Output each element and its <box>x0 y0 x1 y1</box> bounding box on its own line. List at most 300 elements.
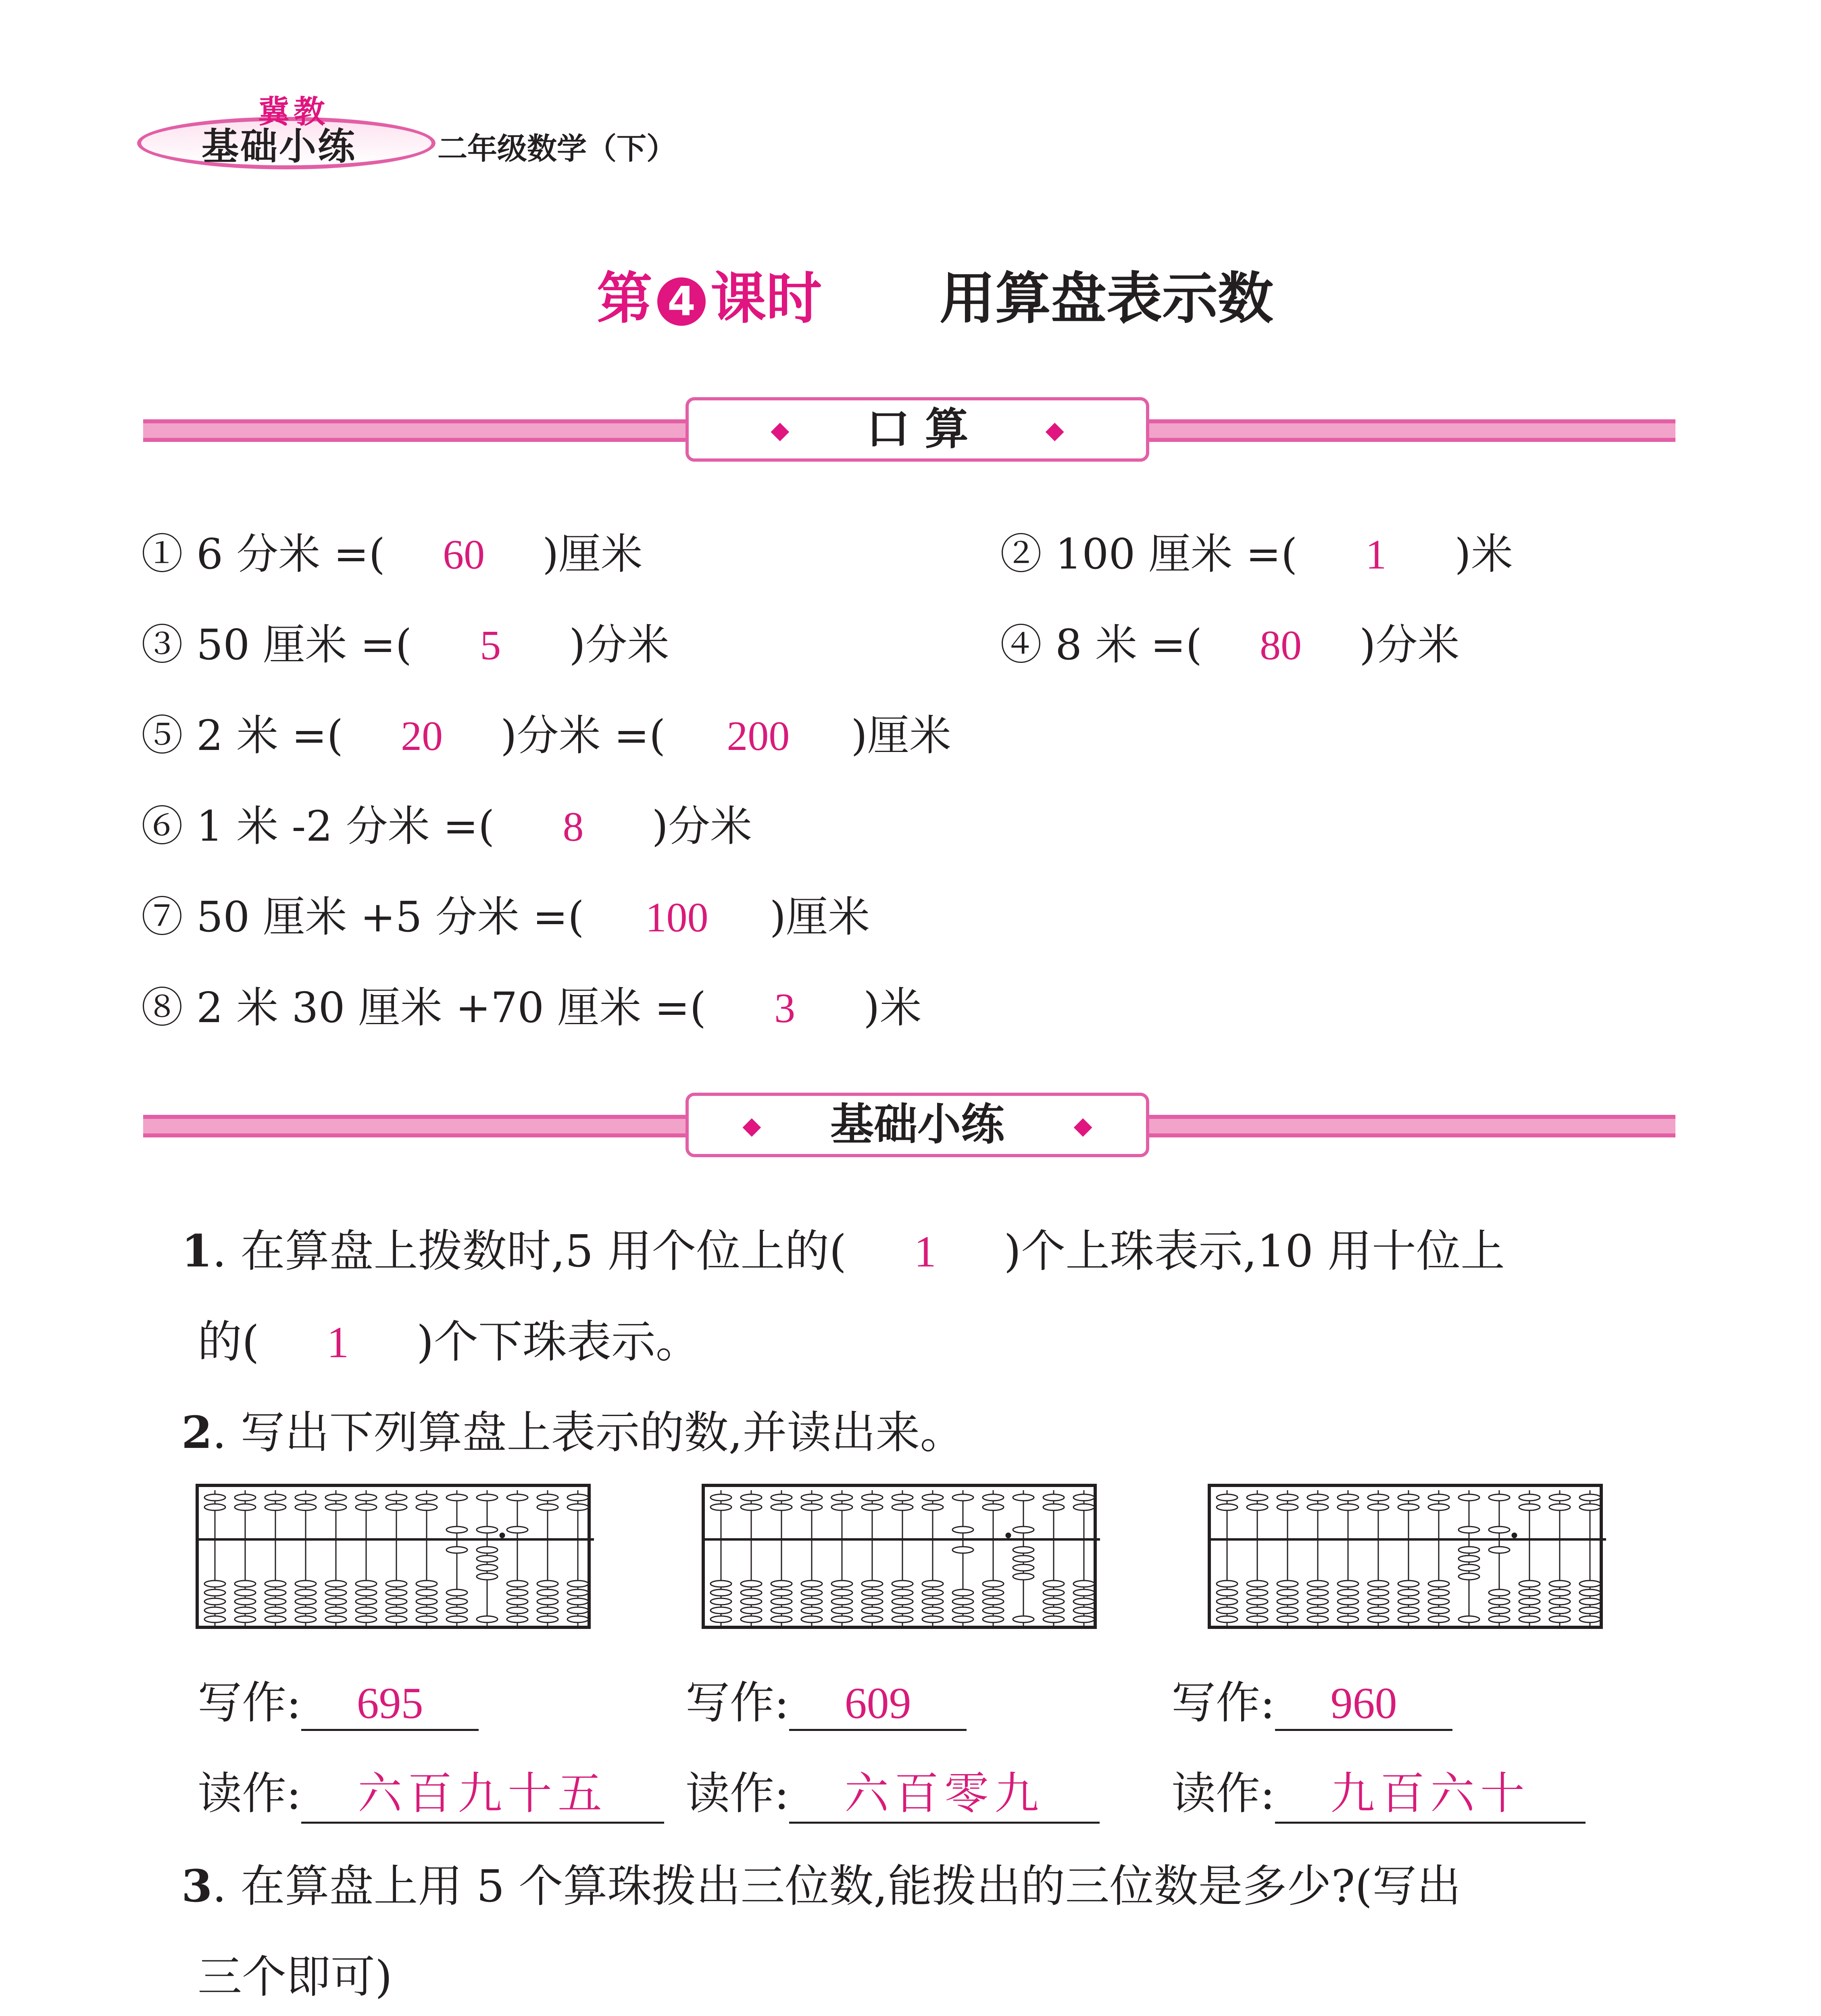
abacus-upper-bead <box>416 1504 437 1510</box>
abacus-3-read: 读作: 九百六十 <box>1171 1758 1586 1824</box>
abacus-2 <box>702 1484 1097 1629</box>
abacus-lower-bead <box>446 1547 467 1553</box>
abacus-lower-bead <box>1073 1589 1094 1596</box>
abacus-lower-bead <box>922 1607 943 1614</box>
abacus-lower-bead <box>1338 1581 1358 1587</box>
abacus-lower-bead <box>1368 1616 1389 1622</box>
abacus-lower-bead <box>507 1616 528 1622</box>
abacus-lower-bead <box>952 1607 973 1614</box>
abacus-upper-bead <box>741 1504 762 1510</box>
abacus-lower-bead <box>1217 1607 1238 1614</box>
abacus-lower-bead <box>892 1581 913 1587</box>
abacus-upper-bead <box>1368 1494 1389 1501</box>
abacus-lower-bead <box>710 1607 731 1614</box>
abacus-lower-bead <box>265 1616 286 1622</box>
abacus-lower-bead <box>831 1589 852 1596</box>
abacus-lower-bead <box>1073 1598 1094 1605</box>
abacus-upper-bead <box>1368 1504 1389 1510</box>
abacus-lower-bead <box>1277 1581 1298 1587</box>
abacus-lower-bead <box>983 1607 1004 1614</box>
abacus-lower-bead <box>1398 1581 1419 1587</box>
abacus-upper-bead <box>1428 1504 1449 1510</box>
abacus-lower-bead <box>265 1598 286 1605</box>
abacus-lower-bead <box>567 1581 588 1587</box>
abacus-upper-bead <box>1277 1504 1298 1510</box>
header-publisher: 冀教 <box>258 94 329 130</box>
abacus-lower-bead <box>325 1598 346 1605</box>
abacus-upper-bead <box>325 1494 346 1501</box>
abacus-lower-bead <box>892 1589 913 1596</box>
abacus-lower-bead <box>801 1589 822 1596</box>
abacus-lower-bead <box>477 1547 498 1553</box>
abacus-upper-bead <box>771 1494 792 1501</box>
abacus-lower-bead <box>1013 1564 1034 1571</box>
abacus-upper-bead <box>1013 1494 1034 1501</box>
abacus-upper-bead <box>204 1504 225 1510</box>
abacus-lower-bead <box>1368 1607 1389 1614</box>
abacus-1-read: 读作: 六百九十五 <box>198 1758 664 1824</box>
abacus-upper-bead <box>922 1494 943 1501</box>
abacus-upper-bead <box>416 1494 437 1501</box>
abacus-upper-bead <box>831 1494 852 1501</box>
abacus-lower-bead <box>507 1598 528 1605</box>
abacus-upper-bead <box>537 1494 558 1501</box>
abacus-lower-bead <box>1043 1616 1064 1622</box>
abacus-lower-bead <box>801 1581 822 1587</box>
abacus-lower-bead <box>1519 1616 1540 1622</box>
abacus-lower-bead <box>1579 1581 1600 1587</box>
abacus-lower-bead <box>1307 1598 1328 1605</box>
abacus-lower-bead <box>1247 1598 1268 1605</box>
abacus-upper-bead <box>1217 1504 1238 1510</box>
abacus-lower-bead <box>862 1607 883 1614</box>
abacus-lower-bead <box>356 1581 377 1587</box>
abacus-lower-bead <box>235 1598 256 1605</box>
abacus-upper-bead <box>235 1504 256 1510</box>
abacus-lower-bead <box>1549 1616 1570 1622</box>
abacus-lower-bead <box>446 1589 467 1596</box>
abacus-lower-bead <box>741 1616 762 1622</box>
abacus-upper-bead <box>862 1494 883 1501</box>
abacus-upper-bead <box>1307 1504 1328 1510</box>
abacus-lower-bead <box>1519 1598 1540 1605</box>
abacus-upper-bead <box>952 1527 973 1533</box>
abacus-lower-bead <box>741 1581 762 1587</box>
diamond-icon: ◆ <box>1045 416 1064 444</box>
abacus-upper-bead <box>1549 1494 1570 1501</box>
abacus-lower-bead <box>477 1573 498 1580</box>
abacus-lower-bead <box>1579 1589 1600 1596</box>
abacus-lower-bead <box>295 1598 316 1605</box>
abacus-lower-bead <box>204 1589 225 1596</box>
abacus-lower-bead <box>1398 1589 1419 1596</box>
abacus-lower-bead <box>446 1607 467 1614</box>
abacus-lower-bead <box>1489 1616 1510 1622</box>
abacus-lower-bead <box>983 1598 1004 1605</box>
header-grade: 二年级数学（下） <box>438 131 676 166</box>
abacus-lower-bead <box>1428 1598 1449 1605</box>
abacus-upper-bead <box>1489 1494 1510 1501</box>
abacus-lower-bead <box>567 1598 588 1605</box>
abacus-lower-bead <box>831 1607 852 1614</box>
abacus-lower-bead <box>892 1598 913 1605</box>
abacus-lower-bead <box>1549 1581 1570 1587</box>
abacus-lower-bead <box>741 1598 762 1605</box>
oral-item-2: ② 100 厘米 =( 1 )米 <box>1000 529 1513 579</box>
abacus-lower-bead <box>1013 1556 1034 1562</box>
section-heading-basic: ◆ 基础小练 ◆ <box>685 1093 1149 1157</box>
abacus-lower-bead <box>386 1581 407 1587</box>
abacus-lower-bead <box>537 1598 558 1605</box>
abacus-lower-bead <box>235 1581 256 1587</box>
abacus-lower-bead <box>235 1616 256 1622</box>
abacus-lower-bead <box>1338 1589 1358 1596</box>
abacus-lower-bead <box>1458 1616 1479 1622</box>
abacus-lower-bead <box>204 1616 225 1622</box>
question-3-line-2: 三个即可) <box>198 1951 392 2003</box>
abacus-lower-bead <box>952 1616 973 1622</box>
diamond-icon: ◆ <box>1073 1112 1092 1140</box>
oral-item-7: ⑦ 50 厘米 +5 分米 =( 100 )厘米 <box>141 892 870 941</box>
abacus-1-written: 写作: 695 <box>198 1667 479 1731</box>
abacus-upper-bead <box>477 1527 498 1533</box>
abacus-1 <box>196 1484 591 1629</box>
abacus-lower-bead <box>325 1589 346 1596</box>
abacus-lower-bead <box>356 1607 377 1614</box>
abacus-upper-bead <box>325 1504 346 1510</box>
abacus-upper-bead <box>952 1494 973 1501</box>
abacus-lower-bead <box>1428 1607 1449 1614</box>
abacus-upper-bead <box>801 1494 822 1501</box>
abacus-lower-bead <box>507 1581 528 1587</box>
abacus-upper-bead <box>741 1494 762 1501</box>
question-2-text: 2. 写出下列算盘上表示的数,并读出来。 <box>181 1406 965 1458</box>
abacus-unit-dot <box>500 1533 505 1538</box>
abacus-lower-bead <box>1368 1589 1389 1596</box>
abacus-lower-bead <box>507 1589 528 1596</box>
abacus-lower-bead <box>771 1581 792 1587</box>
abacus-lower-bead <box>1458 1556 1479 1562</box>
abacus-lower-bead <box>1217 1598 1238 1605</box>
abacus-lower-bead <box>1519 1589 1540 1596</box>
oral-item-6: ⑥ 1 米 -2 分米 =( 8 )分米 <box>141 802 752 851</box>
abacus-lower-bead <box>356 1589 377 1596</box>
abacus-lower-bead <box>1277 1616 1298 1622</box>
abacus-upper-bead <box>1073 1504 1094 1510</box>
abacus-lower-bead <box>741 1607 762 1614</box>
abacus-upper-bead <box>1579 1494 1600 1501</box>
abacus-upper-bead <box>1338 1494 1358 1501</box>
abacus-upper-bead <box>1428 1494 1449 1501</box>
abacus-upper-bead <box>537 1504 558 1510</box>
abacus-lower-bead <box>477 1616 498 1622</box>
abacus-lower-bead <box>1277 1589 1298 1596</box>
abacus-lower-bead <box>1458 1573 1479 1580</box>
abacus-lower-bead <box>204 1581 225 1587</box>
abacus-lower-bead <box>922 1581 943 1587</box>
abacus-upper-bead <box>1277 1494 1298 1501</box>
abacus-upper-bead <box>862 1504 883 1510</box>
diamond-icon: ◆ <box>742 1112 761 1140</box>
abacus-upper-bead <box>1217 1494 1238 1501</box>
abacus-lower-bead <box>801 1616 822 1622</box>
abacus-unit-dot <box>1512 1533 1517 1538</box>
abacus-lower-bead <box>1307 1581 1328 1587</box>
oral-item-8: ⑧ 2 米 30 厘米 +70 厘米 =( 3 )米 <box>141 983 922 1032</box>
abacus-lower-bead <box>831 1616 852 1622</box>
abacus-lower-bead <box>265 1589 286 1596</box>
abacus-lower-bead <box>1458 1564 1479 1571</box>
abacus-lower-bead <box>1217 1589 1238 1596</box>
abacus-lower-bead <box>710 1581 731 1587</box>
abacus-lower-bead <box>862 1616 883 1622</box>
abacus-lower-bead <box>952 1598 973 1605</box>
abacus-upper-bead <box>1307 1494 1328 1501</box>
abacus-lower-bead <box>477 1564 498 1571</box>
lesson-title: 用算盘表示数 <box>940 266 1274 331</box>
abacus-lower-bead <box>1073 1616 1094 1622</box>
abacus-upper-bead <box>710 1494 731 1501</box>
abacus-lower-bead <box>1489 1547 1510 1553</box>
abacus-lower-bead <box>1043 1581 1064 1587</box>
abacus-lower-bead <box>710 1589 731 1596</box>
abacus-lower-bead <box>922 1598 943 1605</box>
abacus-lower-bead <box>831 1581 852 1587</box>
abacus-lower-bead <box>862 1581 883 1587</box>
abacus-lower-bead <box>477 1556 498 1562</box>
abacus-lower-bead <box>204 1598 225 1605</box>
abacus-lower-bead <box>922 1589 943 1596</box>
abacus-lower-bead <box>325 1607 346 1614</box>
oral-item-4: ④ 8 米 =( 80 )分米 <box>1000 620 1460 669</box>
abacus-lower-bead <box>1338 1616 1358 1622</box>
abacus-upper-bead <box>710 1504 731 1510</box>
abacus-lower-bead <box>295 1589 316 1596</box>
abacus-upper-bead <box>204 1494 225 1501</box>
abacus-lower-bead <box>1489 1598 1510 1605</box>
abacus-upper-bead <box>831 1504 852 1510</box>
abacus-lower-bead <box>1549 1589 1570 1596</box>
abacus-lower-bead <box>1428 1581 1449 1587</box>
abacus-lower-bead <box>1398 1616 1419 1622</box>
abacus-upper-bead <box>356 1504 377 1510</box>
abacus-lower-bead <box>265 1607 286 1614</box>
abacus-lower-bead <box>537 1607 558 1614</box>
abacus-lower-bead <box>204 1607 225 1614</box>
header-series: 基础小练 <box>202 125 357 168</box>
abacus-lower-bead <box>416 1607 437 1614</box>
abacus-lower-bead <box>1368 1581 1389 1587</box>
abacus-upper-bead <box>295 1494 316 1501</box>
abacus-lower-bead <box>922 1616 943 1622</box>
abacus-lower-bead <box>771 1598 792 1605</box>
abacus-upper-bead <box>356 1494 377 1501</box>
abacus-upper-bead <box>1519 1494 1540 1501</box>
abacus-2-read: 读作: 六百零九 <box>685 1758 1100 1824</box>
abacus-lower-bead <box>1217 1616 1238 1622</box>
abacus-upper-bead <box>1043 1494 1064 1501</box>
abacus-lower-bead <box>1013 1547 1034 1553</box>
abacus-lower-bead <box>1073 1581 1094 1587</box>
abacus-upper-bead <box>1247 1504 1268 1510</box>
abacus-upper-bead <box>386 1504 407 1510</box>
abacus-lower-bead <box>416 1589 437 1596</box>
abacus-upper-bead <box>567 1504 588 1510</box>
abacus-lower-bead <box>771 1589 792 1596</box>
abacus-lower-bead <box>801 1607 822 1614</box>
abacus-lower-bead <box>235 1589 256 1596</box>
abacus-lower-bead <box>1013 1616 1034 1622</box>
abacus-lower-bead <box>537 1581 558 1587</box>
abacus-upper-bead <box>507 1494 528 1501</box>
abacus-lower-bead <box>1247 1581 1268 1587</box>
abacus-lower-bead <box>1368 1598 1389 1605</box>
abacus-lower-bead <box>325 1616 346 1622</box>
abacus-lower-bead <box>567 1589 588 1596</box>
abacus-upper-bead <box>386 1494 407 1501</box>
abacus-lower-bead <box>862 1598 883 1605</box>
lesson-number-badge: 4 <box>657 277 706 326</box>
abacus-lower-bead <box>416 1616 437 1622</box>
abacus-lower-bead <box>295 1616 316 1622</box>
abacus-lower-bead <box>1398 1607 1419 1614</box>
abacus-lower-bead <box>983 1616 1004 1622</box>
abacus-lower-bead <box>1043 1607 1064 1614</box>
abacus-lower-bead <box>295 1607 316 1614</box>
abacus-lower-bead <box>1338 1598 1358 1605</box>
abacus-upper-bead <box>922 1504 943 1510</box>
abacus-lower-bead <box>1247 1589 1268 1596</box>
abacus-upper-bead <box>1013 1527 1034 1533</box>
abacus-lower-bead <box>1428 1616 1449 1622</box>
abacus-lower-bead <box>1247 1616 1268 1622</box>
oral-item-1: ① 6 分米 =( 60 )厘米 <box>141 529 643 579</box>
abacus-lower-bead <box>1519 1607 1540 1614</box>
abacus-upper-bead <box>1338 1504 1358 1510</box>
abacus-upper-bead <box>1247 1494 1268 1501</box>
abacus-lower-bead <box>892 1616 913 1622</box>
abacus-lower-bead <box>1277 1598 1298 1605</box>
abacus-upper-bead <box>983 1494 1004 1501</box>
abacus-lower-bead <box>416 1581 437 1587</box>
abacus-lower-bead <box>416 1598 437 1605</box>
abacus-lower-bead <box>386 1598 407 1605</box>
abacus-lower-bead <box>1277 1607 1298 1614</box>
abacus-lower-bead <box>862 1589 883 1596</box>
lesson-label: 第 4 课时 <box>597 266 822 331</box>
abacus-upper-bead <box>446 1494 467 1501</box>
abacus-3-written: 写作: 960 <box>1171 1667 1452 1731</box>
abacus-lower-bead <box>1579 1598 1600 1605</box>
abacus-lower-bead <box>710 1598 731 1605</box>
question-1-line-2: 的( 1 )个下珠表示。 <box>198 1316 700 1368</box>
abacus-upper-bead <box>1519 1504 1540 1510</box>
diamond-icon: ◆ <box>771 416 790 444</box>
abacus-lower-bead <box>446 1616 467 1622</box>
abacus-3 <box>1208 1484 1603 1629</box>
abacus-lower-bead <box>386 1616 407 1622</box>
abacus-upper-bead <box>1549 1504 1570 1510</box>
abacus-lower-bead <box>1043 1598 1064 1605</box>
abacus-lower-bead <box>1307 1589 1328 1596</box>
abacus-upper-bead <box>771 1504 792 1510</box>
oral-item-5: ⑤ 2 米 =( 20 )分米 =( 200 )厘米 <box>141 711 951 760</box>
question-1-line-1: 1. 在算盘上拨数时,5 用个位上的( 1 )个上珠表示,10 用十位上 <box>181 1225 1505 1277</box>
abacus-lower-bead <box>952 1589 973 1596</box>
abacus-upper-bead <box>477 1494 498 1501</box>
abacus-lower-bead <box>892 1607 913 1614</box>
abacus-upper-bead <box>1489 1527 1510 1533</box>
abacus-upper-bead <box>1579 1504 1600 1510</box>
abacus-lower-bead <box>1579 1616 1600 1622</box>
abacus-upper-bead <box>1398 1504 1419 1510</box>
abacus-lower-bead <box>1489 1589 1510 1596</box>
abacus-lower-bead <box>386 1589 407 1596</box>
abacus-lower-bead <box>952 1547 973 1553</box>
abacus-upper-bead <box>801 1504 822 1510</box>
abacus-lower-bead <box>1307 1616 1328 1622</box>
abacus-lower-bead <box>1307 1607 1328 1614</box>
abacus-lower-bead <box>1247 1607 1268 1614</box>
question-3-line-1: 3. 在算盘上用 5 个算珠拨出三位数,能拨出的三位数是多少?(写出 <box>181 1860 1461 1912</box>
abacus-2-written: 写作: 609 <box>685 1667 967 1731</box>
abacus-lower-bead <box>1043 1589 1064 1596</box>
abacus-upper-bead <box>1043 1504 1064 1510</box>
abacus-lower-bead <box>1428 1589 1449 1596</box>
abacus-upper-bead <box>1458 1527 1479 1533</box>
abacus-lower-bead <box>1489 1607 1510 1614</box>
abacus-lower-bead <box>386 1607 407 1614</box>
abacus-lower-bead <box>771 1616 792 1622</box>
abacus-upper-bead <box>235 1494 256 1501</box>
abacus-lower-bead <box>1579 1607 1600 1614</box>
abacus-upper-bead <box>567 1494 588 1501</box>
abacus-lower-bead <box>831 1598 852 1605</box>
abacus-lower-bead <box>771 1607 792 1614</box>
abacus-upper-bead <box>892 1494 913 1501</box>
abacus-lower-bead <box>983 1581 1004 1587</box>
abacus-lower-bead <box>1519 1581 1540 1587</box>
abacus-lower-bead <box>1217 1581 1238 1587</box>
abacus-lower-bead <box>295 1581 316 1587</box>
abacus-lower-bead <box>265 1581 286 1587</box>
abacus-lower-bead <box>1398 1598 1419 1605</box>
abacus-lower-bead <box>507 1607 528 1614</box>
abacus-lower-bead <box>1549 1607 1570 1614</box>
abacus-upper-bead <box>295 1504 316 1510</box>
abacus-upper-bead <box>892 1504 913 1510</box>
abacus-upper-bead <box>1458 1494 1479 1501</box>
abacus-lower-bead <box>741 1589 762 1596</box>
abacus-unit-dot <box>1006 1533 1011 1538</box>
abacus-lower-bead <box>537 1616 558 1622</box>
abacus-lower-bead <box>801 1598 822 1605</box>
abacus-lower-bead <box>1549 1598 1570 1605</box>
abacus-lower-bead <box>1073 1607 1094 1614</box>
abacus-upper-bead <box>507 1527 528 1533</box>
abacus-lower-bead <box>1013 1573 1034 1580</box>
abacus-lower-bead <box>710 1616 731 1622</box>
abacus-lower-bead <box>567 1607 588 1614</box>
abacus-upper-bead <box>1073 1494 1094 1501</box>
abacus-upper-bead <box>983 1504 1004 1510</box>
abacus-upper-bead <box>1398 1494 1419 1501</box>
oral-item-3: ③ 50 厘米 =( 5 )分米 <box>141 620 669 669</box>
abacus-upper-bead <box>265 1504 286 1510</box>
abacus-lower-bead <box>567 1616 588 1622</box>
abacus-lower-bead <box>325 1581 346 1587</box>
abacus-upper-bead <box>446 1527 467 1533</box>
